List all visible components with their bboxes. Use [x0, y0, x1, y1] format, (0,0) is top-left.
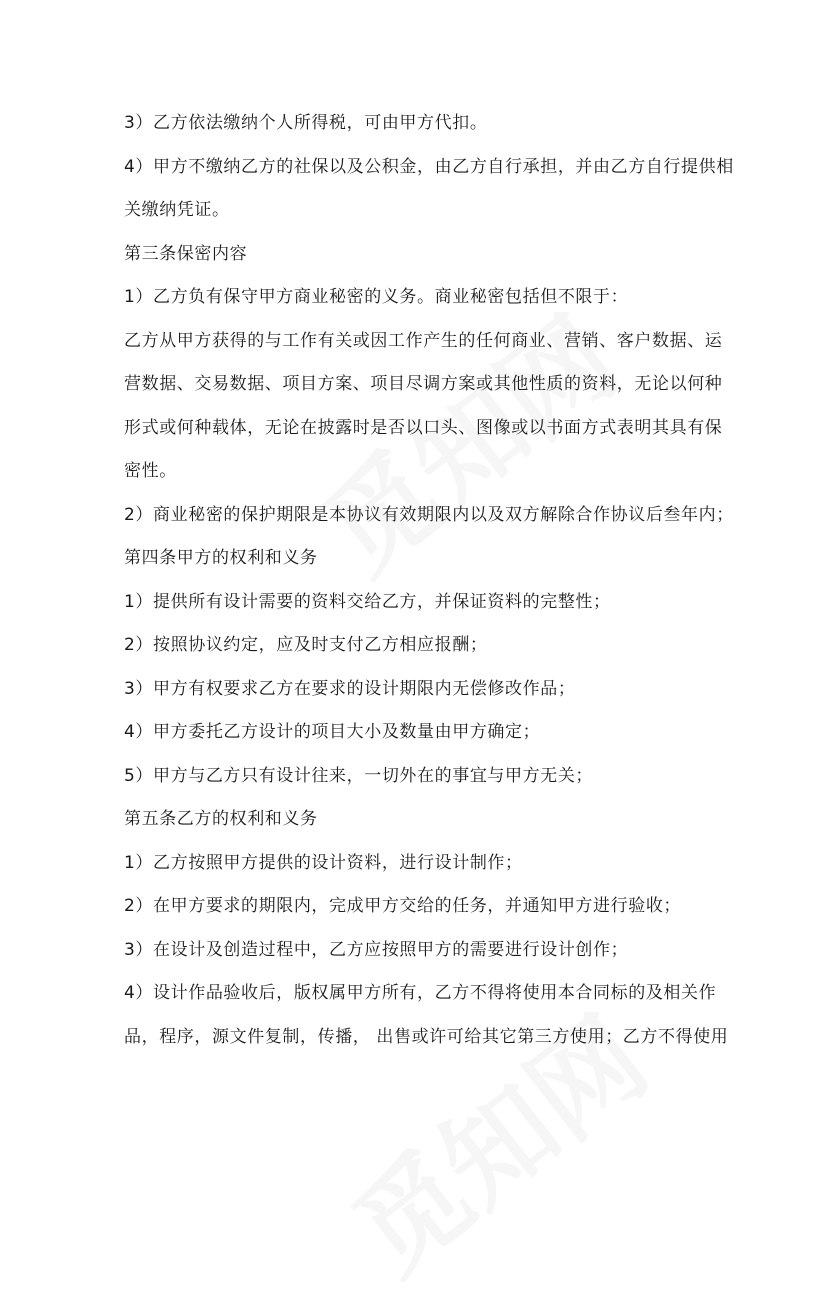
paragraph-line: 3）乙方依法缴纳个人所得税，可由甲方代扣。: [124, 113, 488, 133]
paragraph-line: 品，程序，源文件复制，传播， 出售或许可给其它第三方使用；乙方不得使用: [124, 1026, 729, 1047]
paragraph-line: 密性。: [124, 461, 177, 481]
paragraph-line: 1）乙方按照甲方提供的设计资料，进行设计制作；: [124, 852, 523, 873]
paragraph-line: 营数据、交易数据、项目方案、项目尽调方案或其他性质的资料，无论以何种: [124, 374, 723, 394]
section-heading: 第四条甲方的权利和义务: [124, 548, 318, 568]
paragraph-line: 1）提供所有设计需要的资料交给乙方，并保证资料的完整性；: [124, 591, 611, 612]
paragraph-line: 1）乙方负有保守甲方商业秘密的义务。商业秘密包括但不限于：: [124, 287, 629, 307]
paragraph-line: 3）在设计及创造过程中，乙方应按照甲方的需要进行设计创作；: [124, 939, 629, 960]
section-heading: 第五条乙方的权利和义务: [124, 809, 318, 829]
paragraph-line: 2）在甲方要求的期限内，完成甲方交给的任务，并通知甲方进行验收；: [124, 896, 682, 916]
document-body: [124, 102, 734, 1059]
paragraph-line: 5）甲方与乙方只有设计往来，一切外在的事宜与甲方无关；: [124, 765, 594, 786]
paragraph-line: 4）设计作品验收后，版权属甲方所有，乙方不得将使用本合同标的及相关作: [124, 983, 717, 1003]
paragraph-line: 2）按照协议约定，应及时支付乙方相应报酬；: [124, 635, 488, 655]
paragraph-line: 乙方从甲方获得的与工作有关或因工作产生的任何商业、营销、客户数据、运: [124, 330, 723, 351]
paragraph-line: 2）商业秘密的保护期限是本协议有效期限内以及双方解除合作协议后叁年内；: [124, 504, 734, 525]
paragraph-line: 3）甲方有权要求乙方在要求的设计期限内无偿修改作品；: [124, 678, 576, 699]
paragraph-line: 关缴纳凭证。: [124, 200, 230, 220]
paragraph-line: 4）甲方委托乙方设计的项目大小及数量由甲方确定；: [124, 722, 541, 742]
section-heading: 第三条保密内容: [124, 243, 248, 264]
paragraph-line: 形式或何种载体，无论在披露时是否以口头、图像或以书面方式表明其具有保: [124, 417, 723, 438]
paragraph-line: 4）甲方不缴纳乙方的社保以及公积金，由乙方自行承担，并由乙方自行提供相: [124, 156, 734, 177]
